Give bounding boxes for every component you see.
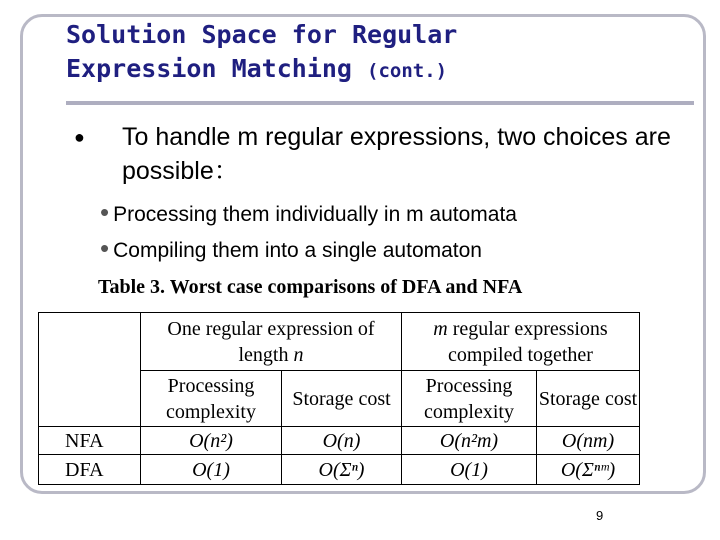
row-label: NFA — [39, 427, 141, 455]
slide-title — [66, 18, 626, 88]
title-suffix: (cont.) — [367, 60, 448, 82]
row-label: DFA — [39, 455, 141, 485]
comparison-table — [38, 312, 640, 485]
table-caption: Table 3. Worst case comparisons of DFA and NFA — [98, 276, 523, 298]
main-bullet-text: To handle m regular expressions, two choices are possible： — [122, 123, 671, 185]
table-cell: O(n²) — [141, 427, 282, 455]
table-cell: O(Σⁿ) — [282, 455, 402, 485]
sub-bullet-2 — [100, 233, 700, 266]
sub-header-processing: Processing complexity — [402, 371, 537, 427]
table-cell: O(nm) — [537, 427, 640, 455]
bullet-dot-icon: ● — [74, 127, 85, 147]
sub-header-storage: Storage cost — [282, 371, 402, 427]
sub-header-storage: Storage cost — [537, 371, 640, 427]
main-bullet — [74, 120, 674, 188]
group-header-multi: m regular expressions compiled together — [402, 313, 640, 371]
title-line-2 — [66, 52, 626, 88]
table-cell: O(1) — [402, 455, 537, 485]
group-header-single: One regular expression of length n — [141, 313, 402, 371]
sub-bullet-dot-icon: • — [100, 233, 110, 263]
sub-bullet-text: Processing them individually in m automata — [113, 203, 517, 226]
table-corner-cell — [39, 313, 141, 427]
table-cell: O(1) — [141, 455, 282, 485]
table-row-dfa — [39, 455, 640, 485]
sub-bullet-1 — [100, 197, 700, 230]
sub-header-processing: Processing complexity — [141, 371, 282, 427]
table-cell: O(n²m) — [402, 427, 537, 455]
table-cell: O(n) — [282, 427, 402, 455]
title-line-1: Solution Space for Regular — [66, 20, 458, 49]
title-divider — [66, 101, 694, 105]
sub-bullet-text: Compiling them into a single automaton — [113, 239, 482, 262]
sub-bullet-dot-icon: • — [100, 197, 110, 227]
table-cell: O(Σⁿᵐ) — [537, 455, 640, 485]
table-row-nfa — [39, 427, 640, 455]
page-number: 9 — [596, 508, 604, 523]
title-line-2-text: Expression Matching — [66, 54, 352, 83]
